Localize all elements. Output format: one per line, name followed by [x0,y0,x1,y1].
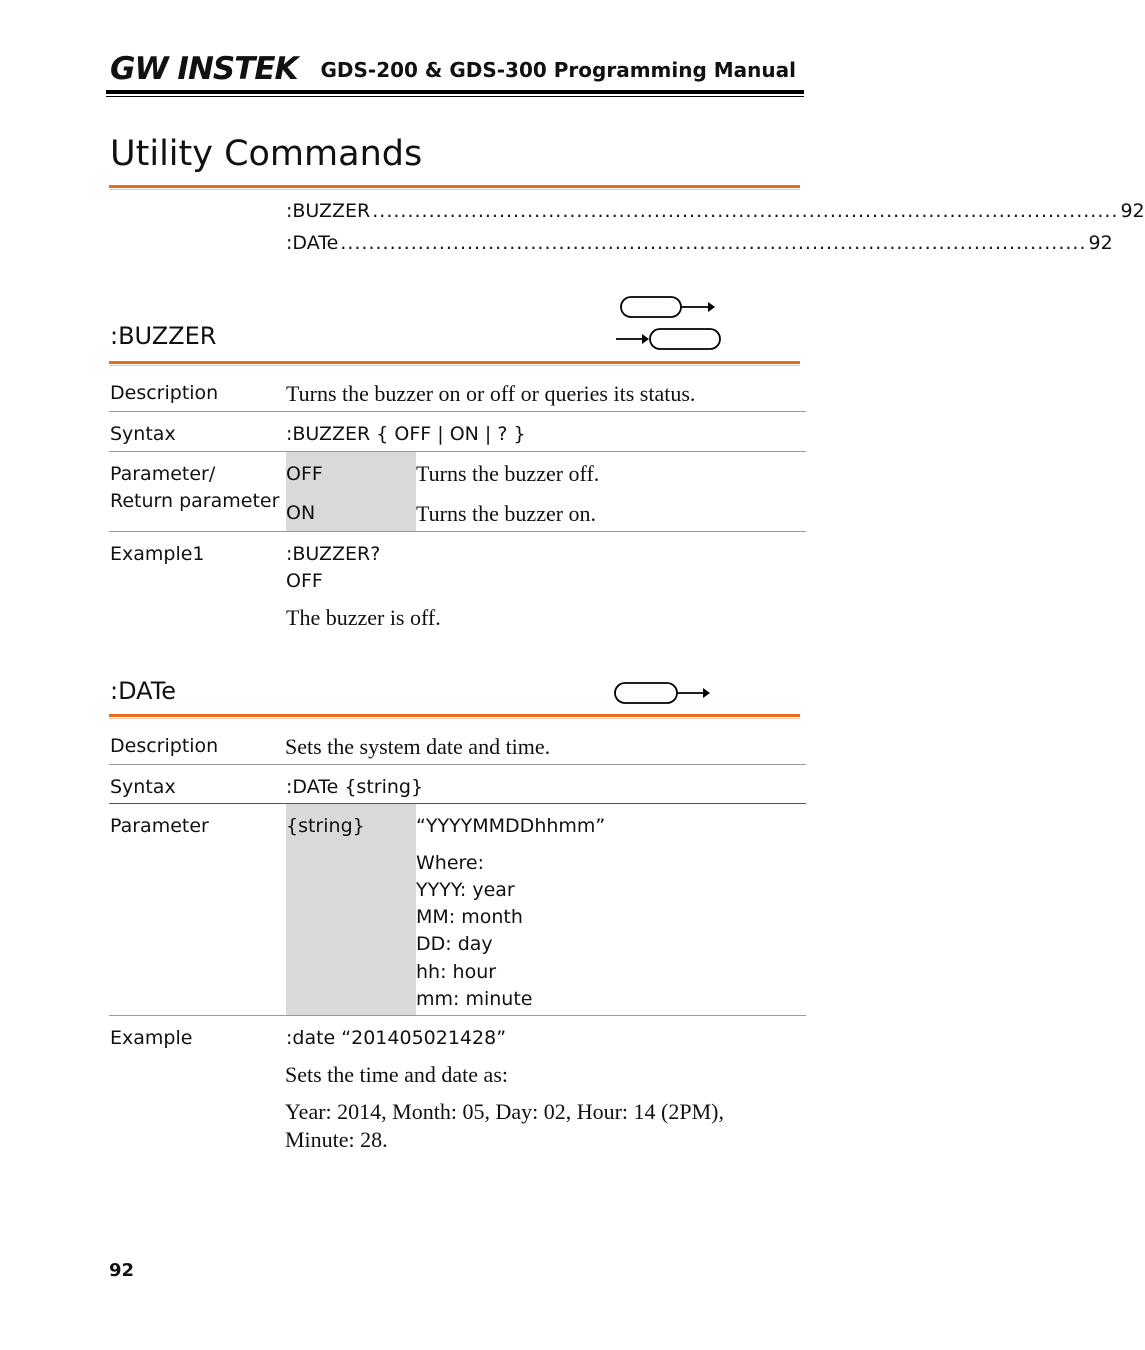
toc-leader: .......................................................................................................... [372,200,1119,222]
parameter-format: “YYYYMMDDhhmm” [416,815,606,837]
toc-entry-page: 92 [1120,200,1145,222]
example-note: Sets the time and date as: [285,1062,508,1087]
chapter-title: Utility Commands [110,134,423,174]
header-rule [106,90,804,94]
format-field: DD: day [416,933,493,955]
description-text: Turns the buzzer on or off or queries its status. [286,381,696,406]
toc-entry-label: :DATe [286,232,339,254]
section-rule-date-shadow [109,718,800,719]
chapter-title-rule [109,185,800,188]
parameter-description: Turns the buzzer on. [416,501,597,526]
query-command-icon [614,326,724,352]
example-note: The buzzer is off. [286,605,441,630]
toc-entry-page: 92 [1088,232,1113,254]
section-rule-date [109,714,800,717]
example-label: Example [110,1027,193,1049]
format-field: mm: minute [416,988,533,1010]
parameter-label: Parameter [110,815,209,837]
syntax-text: :DATe {string} [286,776,424,798]
row-divider [109,451,806,452]
example-detail: Minute: 28. [285,1127,388,1152]
parameter-name: OFF [286,463,323,485]
toc-entry-label: :BUZZER [286,200,371,222]
syntax-text: :BUZZER { OFF | ON | ? } [286,423,526,445]
section-title-date: :DATe [110,677,177,705]
gw-instek-logo [110,51,298,87]
where-label: Where: [416,852,485,874]
page-number: 92 [109,1260,135,1281]
syntax-label: Syntax [110,776,176,798]
description-label: Description [110,735,219,757]
parameter-name: ON [286,502,316,524]
row-divider [109,1015,806,1016]
example-detail: Year: 2014, Month: 05, Day: 02, Hour: 14 (2PM), [285,1099,724,1124]
description-text: Sets the system date and time. [285,734,551,759]
row-divider [109,531,806,532]
format-field: YYYY: year [416,879,515,901]
chapter-title-rule-shadow [109,189,800,190]
section-rule-buzzer-shadow [109,365,800,366]
set-command-icon [616,294,718,320]
row-divider [109,803,806,804]
manual-title: GDS-200 & GDS-300 Programming Manual [320,58,796,82]
example-response: OFF [286,570,323,592]
format-field: MM: month [416,906,523,928]
toc-entry-date[interactable] [286,232,1113,260]
format-field: hh: hour [416,961,497,983]
parameter-name: {string} [286,815,365,837]
syntax-label: Syntax [110,423,176,445]
description-label: Description [110,382,219,404]
row-divider [109,764,806,765]
parameter-label: Parameter/ [110,463,216,485]
section-title-buzzer: :BUZZER [110,322,217,350]
return-parameter-label: Return parameter [110,490,280,512]
header-rule-thin [106,96,804,97]
toc-entry-buzzer[interactable] [286,200,1145,228]
row-divider [109,411,806,412]
example-label: Example1 [110,543,205,565]
section-rule-buzzer [109,361,800,364]
toc-leader: .......................................................................................................... [340,232,1087,254]
example-command: :date “201405021428” [286,1027,507,1049]
example-command: :BUZZER? [286,543,381,565]
parameter-description: Turns the buzzer off. [416,461,600,486]
svg-text:GW INSTEK: GW INSTEK [110,51,298,87]
set-command-icon [612,680,714,706]
